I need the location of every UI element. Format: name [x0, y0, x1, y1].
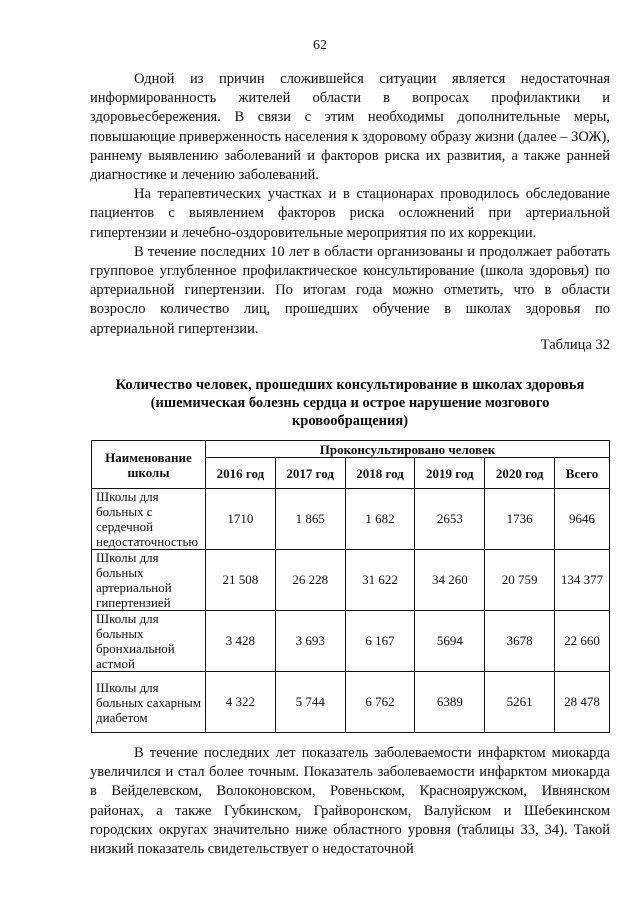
- consulted-header: Проконсультировано человек: [205, 441, 609, 458]
- total-cell: 28 478: [555, 672, 610, 733]
- table-cell: 3678: [485, 611, 555, 672]
- table-cell: 34 260: [415, 550, 485, 611]
- school-name: Школы для больных артериальной гипертензией: [92, 550, 206, 611]
- table-cell: 20 759: [485, 550, 555, 611]
- table-title: Количество человек, прошедших консультирование в школах здоровья (ишемическая болезнь сердца и острое нарушение мозгового кровообращения): [115, 377, 585, 429]
- table-cell: 5 744: [275, 672, 345, 733]
- table-cell: 1736: [485, 489, 555, 550]
- table-cell: 31 622: [345, 550, 415, 611]
- table-row: [92, 489, 610, 550]
- year-header: 2017 год: [275, 458, 345, 489]
- total-cell: 22 660: [555, 611, 610, 672]
- year-header: 2018 год: [345, 458, 415, 489]
- table-label: Таблица 32: [540, 337, 610, 353]
- table-cell: 5694: [415, 611, 485, 672]
- paragraph-4: В течение последних лет показатель заболеваемости инфарктом миокарда увеличился и стал более точным. Показатель заболеваемости инфарктом миокарда в Вейделевском, Волоконовском, Ровеньском, Краснояружском, Ивнянском районах, а также Губкинском, Грайворонском, Валуйском и Шебекинском городских округах значительно ниже областного уровня (таблицы 33, 34). Такой низкий показатель свидетельствует о недостаточной: [90, 745, 610, 858]
- year-header: 2020 год: [485, 458, 555, 489]
- table-row: [92, 550, 610, 611]
- total-cell: 9646: [555, 489, 610, 550]
- table-cell: 3 693: [275, 611, 345, 672]
- table-cell: 6 167: [345, 611, 415, 672]
- school-name-header: Наименование школы: [92, 441, 206, 489]
- table-cell: 5261: [485, 672, 555, 733]
- table-row: [92, 672, 610, 733]
- year-header: 2016 год: [205, 458, 275, 489]
- intro-text: [90, 70, 610, 339]
- school-name: Школы для больных бронхиальной астмой: [92, 611, 206, 672]
- table-cell: 2653: [415, 489, 485, 550]
- table-cell: 4 322: [205, 672, 275, 733]
- table-cell: 6389: [415, 672, 485, 733]
- health-schools-table: [91, 440, 610, 733]
- table-cell: 26 228: [275, 550, 345, 611]
- paragraph-1: Одной из причин сложившейся ситуации является недостаточная информированность жителей области в вопросах профилактики и здоровьесбережения. В связи с этим необходимы дополнительные меры, повышающие приверженность населения к здоровому образу жизни (далее – ЗОЖ), раннему выявлению заболеваний и факторов риска их развития, а также ранней диагностике и лечению заболеваний.: [90, 71, 610, 184]
- table-cell: 1 865: [275, 489, 345, 550]
- table-row: [92, 611, 610, 672]
- table-cell: 6 762: [345, 672, 415, 733]
- year-header: 2019 год: [415, 458, 485, 489]
- closing-text: [90, 744, 610, 859]
- paragraph-2: На терапевтических участках и в стационарах проводилось обследование пациентов с выявлением факторов риска осложнений при артериальной гипертензии и лечебно-оздоровительные мероприятия по их коррекции.: [90, 186, 610, 241]
- school-name: Школы для больных с сердечной недостаточностью: [92, 489, 206, 550]
- table-cell: 1 682: [345, 489, 415, 550]
- school-name: Школы для больных сахарным диабетом: [92, 672, 206, 733]
- table-cell: 21 508: [205, 550, 275, 611]
- total-cell: 134 377: [555, 550, 610, 611]
- page-number: 62: [313, 38, 327, 53]
- paragraph-3: В течение последних 10 лет в области организованы и продолжает работать групповое углубленное профилактическое консультирование (школа здоровья) по артериальной гипертензии. По итогам года можно отметить, что в области возросло количество лиц, прошедших обучение в школах здоровья по артериальной гипертензии.: [90, 243, 610, 337]
- table-cell: 1710: [205, 489, 275, 550]
- total-header: Всего: [555, 458, 610, 489]
- table-cell: 3 428: [205, 611, 275, 672]
